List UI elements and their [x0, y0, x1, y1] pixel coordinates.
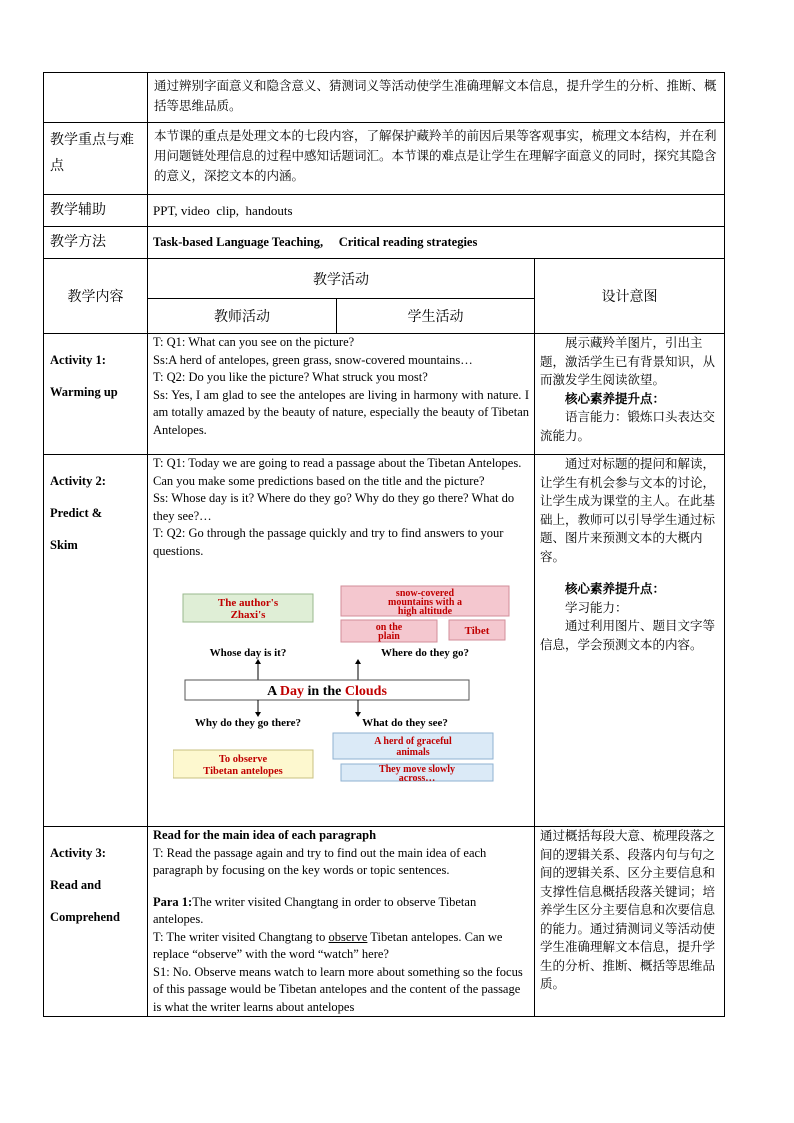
header-content: 教学内容 [44, 259, 148, 334]
lesson-plan-table [43, 72, 725, 1017]
t2-post: Tibetan antelopes. Can we replace “observe” with the word “watch” here? [153, 929, 503, 961]
header-student: 学生活动 [337, 299, 535, 334]
activity3-sub2: Comprehend [50, 910, 120, 924]
tibet-text: Tibet [464, 625, 490, 637]
t2-pre: T: The writer visited Changtang to [153, 929, 329, 944]
arrowhead-up-right [355, 659, 361, 664]
activity1-line-1: T: Q1: What can you see on the picture? [153, 335, 355, 349]
aids-row [44, 195, 725, 227]
activity2-line-3: T: Q2: Go through the passage quickly and try to find answers to your questions. [153, 526, 504, 558]
activity3-label-cell [44, 827, 148, 1017]
arrowhead-down-right [355, 712, 361, 717]
day-in-clouds-diagram [173, 582, 513, 782]
herd-text-1: A herd of graceful [374, 736, 452, 747]
para1-label: Para 1: [153, 894, 193, 909]
activity2-design-cell [535, 455, 725, 827]
goal-row [44, 73, 725, 123]
t2-observe-word: observe [328, 929, 368, 944]
method-row [44, 227, 725, 259]
goal-text: 通过辨别字面意义和隐含意义、猜测词义等活动使学生准确理解文本信息，提升学生的分析、推断、概括等思维品质。 [148, 73, 725, 123]
activity1-row [44, 334, 725, 455]
para1-text: The writer visited Changtang in order to observe Tibetan antelopes. [153, 894, 477, 926]
activity3-design: 通过概括每段大意、梳理段落之间的逻辑关系、段落内句与句之间的逻辑关系、区分主要信息和支撑性信息概括段落关键词；培养学生区分主要信息和次要信息的能力。通过猜测词义等活动使学生准确理解文本信息，提升学生的分析、推断、概括等思维品质。 [540, 828, 716, 991]
move-text-1: They move slowly [378, 764, 456, 775]
activity3-t2 [153, 929, 529, 964]
activity2-label-cell [44, 455, 148, 827]
move-text-2: across… [398, 773, 436, 782]
activity2-design: 通过对标题的提问和解读，让学生有机会参与文本的讨论，让学生成为课堂的主人。在此基础上，教师可以引导学生通过标题、图片来预测文本的大概内容。 [540, 456, 716, 564]
activity2-line-1: T: Q1: Today we are going to read a passage about the Tibetan Antelopes. Can you make some predictions based on the title and the picture? [153, 456, 522, 488]
activity3-s1: S1: No. Observe means watch to learn more about something so the focus of this passage would be Tibetan antelopes and the content of the passage is what the writer learns about antelopes [153, 964, 523, 1014]
q-whose: Whose day is it? [209, 647, 287, 659]
header-activities: 教学活动 [148, 259, 535, 299]
activity1-sub: Warming up [50, 385, 118, 399]
method-text: Task-based Language Teaching, Critical reading strategies [148, 227, 725, 259]
q-where: Where do they go? [380, 647, 470, 659]
activity3-para1 [153, 894, 529, 929]
method-label: 教学方法 [44, 227, 148, 259]
key-points-row [44, 123, 725, 195]
snow-text-2: mountains with a [388, 597, 462, 608]
activity2-core-title: 核心素养提升点： [565, 581, 666, 596]
activity2-sub1: Predict & [50, 506, 103, 520]
arrowhead-up-left [255, 659, 261, 664]
activity3-row [44, 827, 725, 1017]
observe-text-1: To observe [218, 754, 268, 765]
snow-text-1: snow-covered [395, 588, 455, 599]
diagram-title: A Day in the Clouds [267, 684, 387, 699]
activity3-t1: T: Read the passage again and try to find out the main idea of each paragraph by focusing on the key words or topic sentences. [153, 845, 487, 877]
activity2-sub2: Skim [50, 538, 78, 552]
activity3-content [148, 827, 535, 1017]
snow-text-3: high altitude [397, 606, 453, 617]
activity1-name: Activity 1: [50, 353, 106, 367]
activity2-core-text: 通过利用图片、题目文字等信息，学会预测文本的内容。 [540, 618, 716, 652]
activity1-design-cell [535, 334, 725, 455]
key-points-text: 本节课的重点是处理文本的七段内容，了解保护藏羚羊的前因后果等客观事实，梳理文本结构，并在利用问题链处理信息的过程中感知话题词汇。本节课的难点是让学生在理解字面意义的同时，探究其隐含的意义，深挖文本的内涵。 [148, 123, 725, 195]
activity2-row [44, 455, 725, 827]
activity2-content [148, 455, 535, 827]
goal-label-cell [44, 73, 148, 123]
observe-text-2: Tibetan antelopes [203, 766, 283, 777]
activity1-content [148, 334, 535, 455]
q-what: What do they see? [362, 717, 448, 729]
activity2-name: Activity 2: [50, 474, 106, 488]
author-text-2: Zhaxi's [230, 609, 266, 621]
activity1-core-text: 语言能力：锻炼口头表达交流能力。 [540, 409, 716, 443]
activity1-label-cell [44, 334, 148, 455]
activity1-line-2: Ss:A herd of antelopes, green grass, snow-covered mountains… [153, 352, 473, 367]
key-points-label: 教学重点与难点 [44, 123, 148, 195]
header-row-1 [44, 259, 725, 299]
author-text-1: The author's [217, 597, 279, 609]
herd-text-2: animals [396, 747, 430, 758]
activity1-line-3: T: Q2: Do you like the picture? What struck you most? [153, 370, 428, 384]
activity2-line-2: Ss: Whose day is it? Where do they go? Why do they go there? What do they see?… [153, 491, 515, 523]
header-design: 设计意图 [535, 259, 725, 334]
plain-text-2: plain [378, 631, 400, 642]
plain-text-1: on the [375, 622, 403, 633]
activity3-heading: Read for the main idea of each paragraph [153, 828, 377, 842]
activity1-line-4: Ss: Yes, I am glad to see the antelopes are living in harmony with nature. I am totally amazed by the beauty of nature, especially the beauty of Tibetan Antelopes. [153, 387, 529, 437]
activity3-name: Activity 3: [50, 846, 106, 860]
aids-text: PPT, video clip, handouts [148, 195, 725, 227]
q-why: Why do they go there? [194, 717, 302, 729]
activity3-design-cell [535, 827, 725, 1017]
activity3-sub1: Read and [50, 878, 102, 892]
activity1-design: 展示藏羚羊图片，引出主题，激活学生已有背景知识，从而激发学生阅读欲望。 [540, 335, 716, 387]
header-teacher: 教师活动 [148, 299, 337, 334]
activity1-core-title: 核心素养提升点： [565, 390, 666, 406]
aids-label: 教学辅助 [44, 195, 148, 227]
activity2-core-sub: 学习能力： [565, 599, 628, 615]
